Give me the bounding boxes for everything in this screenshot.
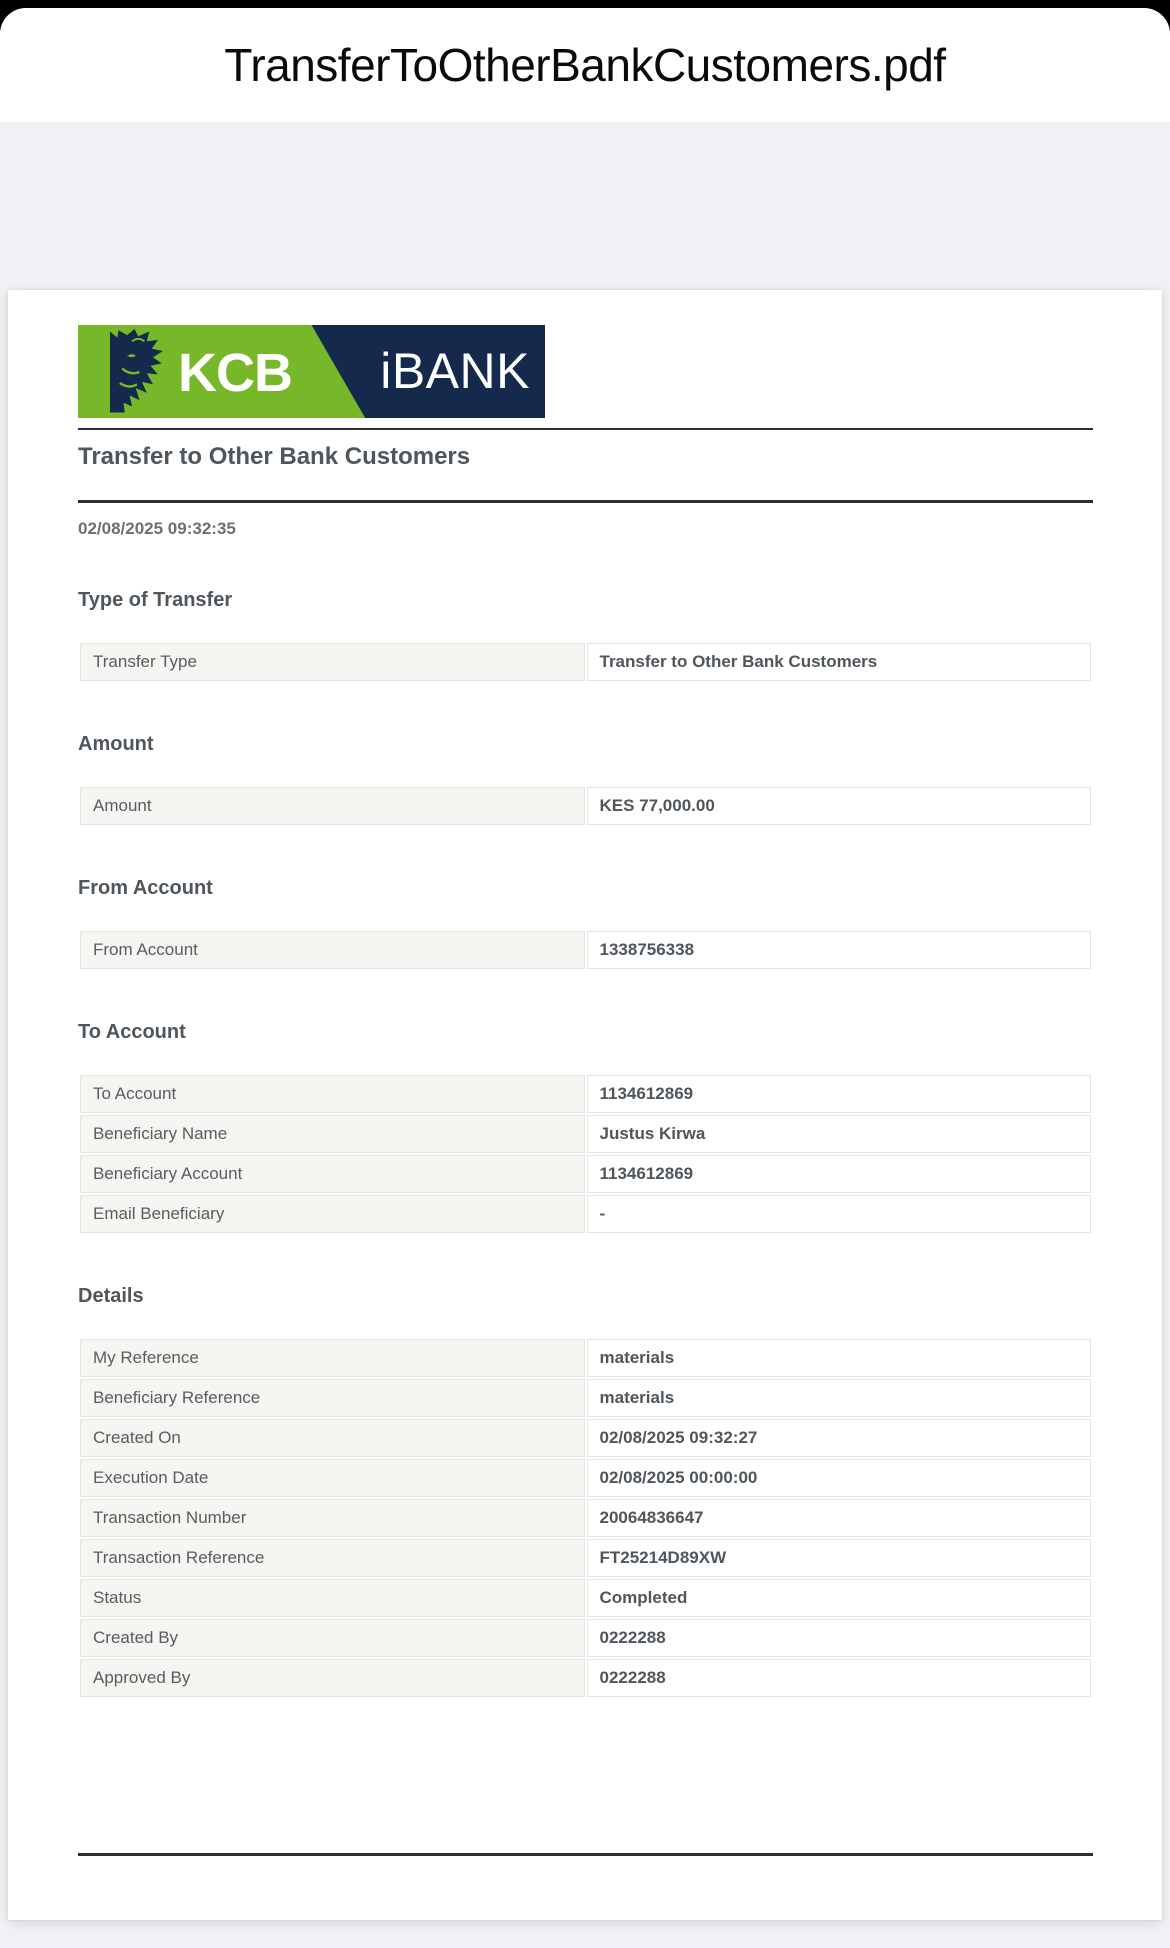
row-value: - [587,1195,1092,1233]
row-value: 02/08/2025 00:00:00 [587,1459,1092,1497]
logo-product-text: iBANK [380,342,530,399]
row-label: Amount [80,787,585,825]
pdf-viewer[interactable] [0,122,1170,1948]
row-label: Beneficiary Account [80,1155,585,1193]
row-label: Execution Date [80,1459,585,1497]
row-label: Created On [80,1419,585,1457]
footer-divider [78,1853,1093,1856]
row-label: Created By [80,1619,585,1657]
row-value: materials [587,1379,1092,1417]
table-row [80,1539,1091,1577]
section-heading: From Account [78,877,213,899]
document-filename: TransferToOtherBankCustomers.pdf [224,39,946,91]
row-value: 1134612869 [587,1155,1092,1193]
titlebar [0,8,1170,122]
title-divider [78,500,1093,503]
table-row [80,1339,1091,1377]
row-value: 1134612869 [587,1075,1092,1113]
section-heading: Amount [78,733,154,755]
row-label: Email Beneficiary [80,1195,585,1233]
table-row [80,1075,1091,1113]
logo-brand-text: KCB [178,342,292,403]
key-value-table [78,929,1093,971]
row-value: 0222288 [587,1659,1092,1697]
section-heading: Details [78,1285,144,1307]
table-row [80,1419,1091,1457]
table-row [80,1579,1091,1617]
section-details [78,1285,1093,1699]
table-row [80,1195,1091,1233]
table-row [80,1115,1091,1153]
row-value: 20064836647 [587,1499,1092,1537]
sections-container [78,589,1093,1699]
row-label: Beneficiary Name [80,1115,585,1153]
key-value-table [78,1337,1093,1699]
key-value-table [78,641,1093,683]
row-label: Transfer Type [80,643,585,681]
row-label: My Reference [80,1339,585,1377]
row-label: Approved By [80,1659,585,1697]
section-from-account [78,877,1093,971]
key-value-table [78,785,1093,827]
kcb-ibank-logo [78,325,545,418]
section-amount [78,733,1093,827]
table-row [80,643,1091,681]
table-row [80,1459,1091,1497]
row-value: 02/08/2025 09:32:27 [587,1419,1092,1457]
table-row [80,931,1091,969]
pdf-page [8,290,1162,1920]
section-heading: Type of Transfer [78,589,233,611]
row-label: Transaction Number [80,1499,585,1537]
section-heading: To Account [78,1021,186,1043]
row-value: FT25214D89XW [587,1539,1092,1577]
section-to-account [78,1021,1093,1235]
row-label: Beneficiary Reference [80,1379,585,1417]
row-value: KES 77,000.00 [587,787,1092,825]
table-row [80,1379,1091,1417]
table-row [80,1659,1091,1697]
section-type-of-transfer [78,589,1093,683]
lion-icon [100,329,174,415]
table-row [80,1619,1091,1657]
table-row [80,1155,1091,1193]
document-title: Transfer to Other Bank Customers [78,443,471,470]
key-value-table [78,1073,1093,1235]
table-row [80,787,1091,825]
row-value: Justus Kirwa [587,1115,1092,1153]
table-row [80,1499,1091,1537]
row-value: 0222288 [587,1619,1092,1657]
pdf-preview-sheet [0,8,1170,1948]
row-value: 1338756338 [587,931,1092,969]
header-divider [78,428,1093,430]
generated-timestamp: 02/08/2025 09:32:35 [78,519,236,538]
row-value: Completed [587,1579,1092,1617]
row-label: Transaction Reference [80,1539,585,1577]
row-label: Status [80,1579,585,1617]
row-label: From Account [80,931,585,969]
row-value: Transfer to Other Bank Customers [587,643,1092,681]
row-value: materials [587,1339,1092,1377]
row-label: To Account [80,1075,585,1113]
